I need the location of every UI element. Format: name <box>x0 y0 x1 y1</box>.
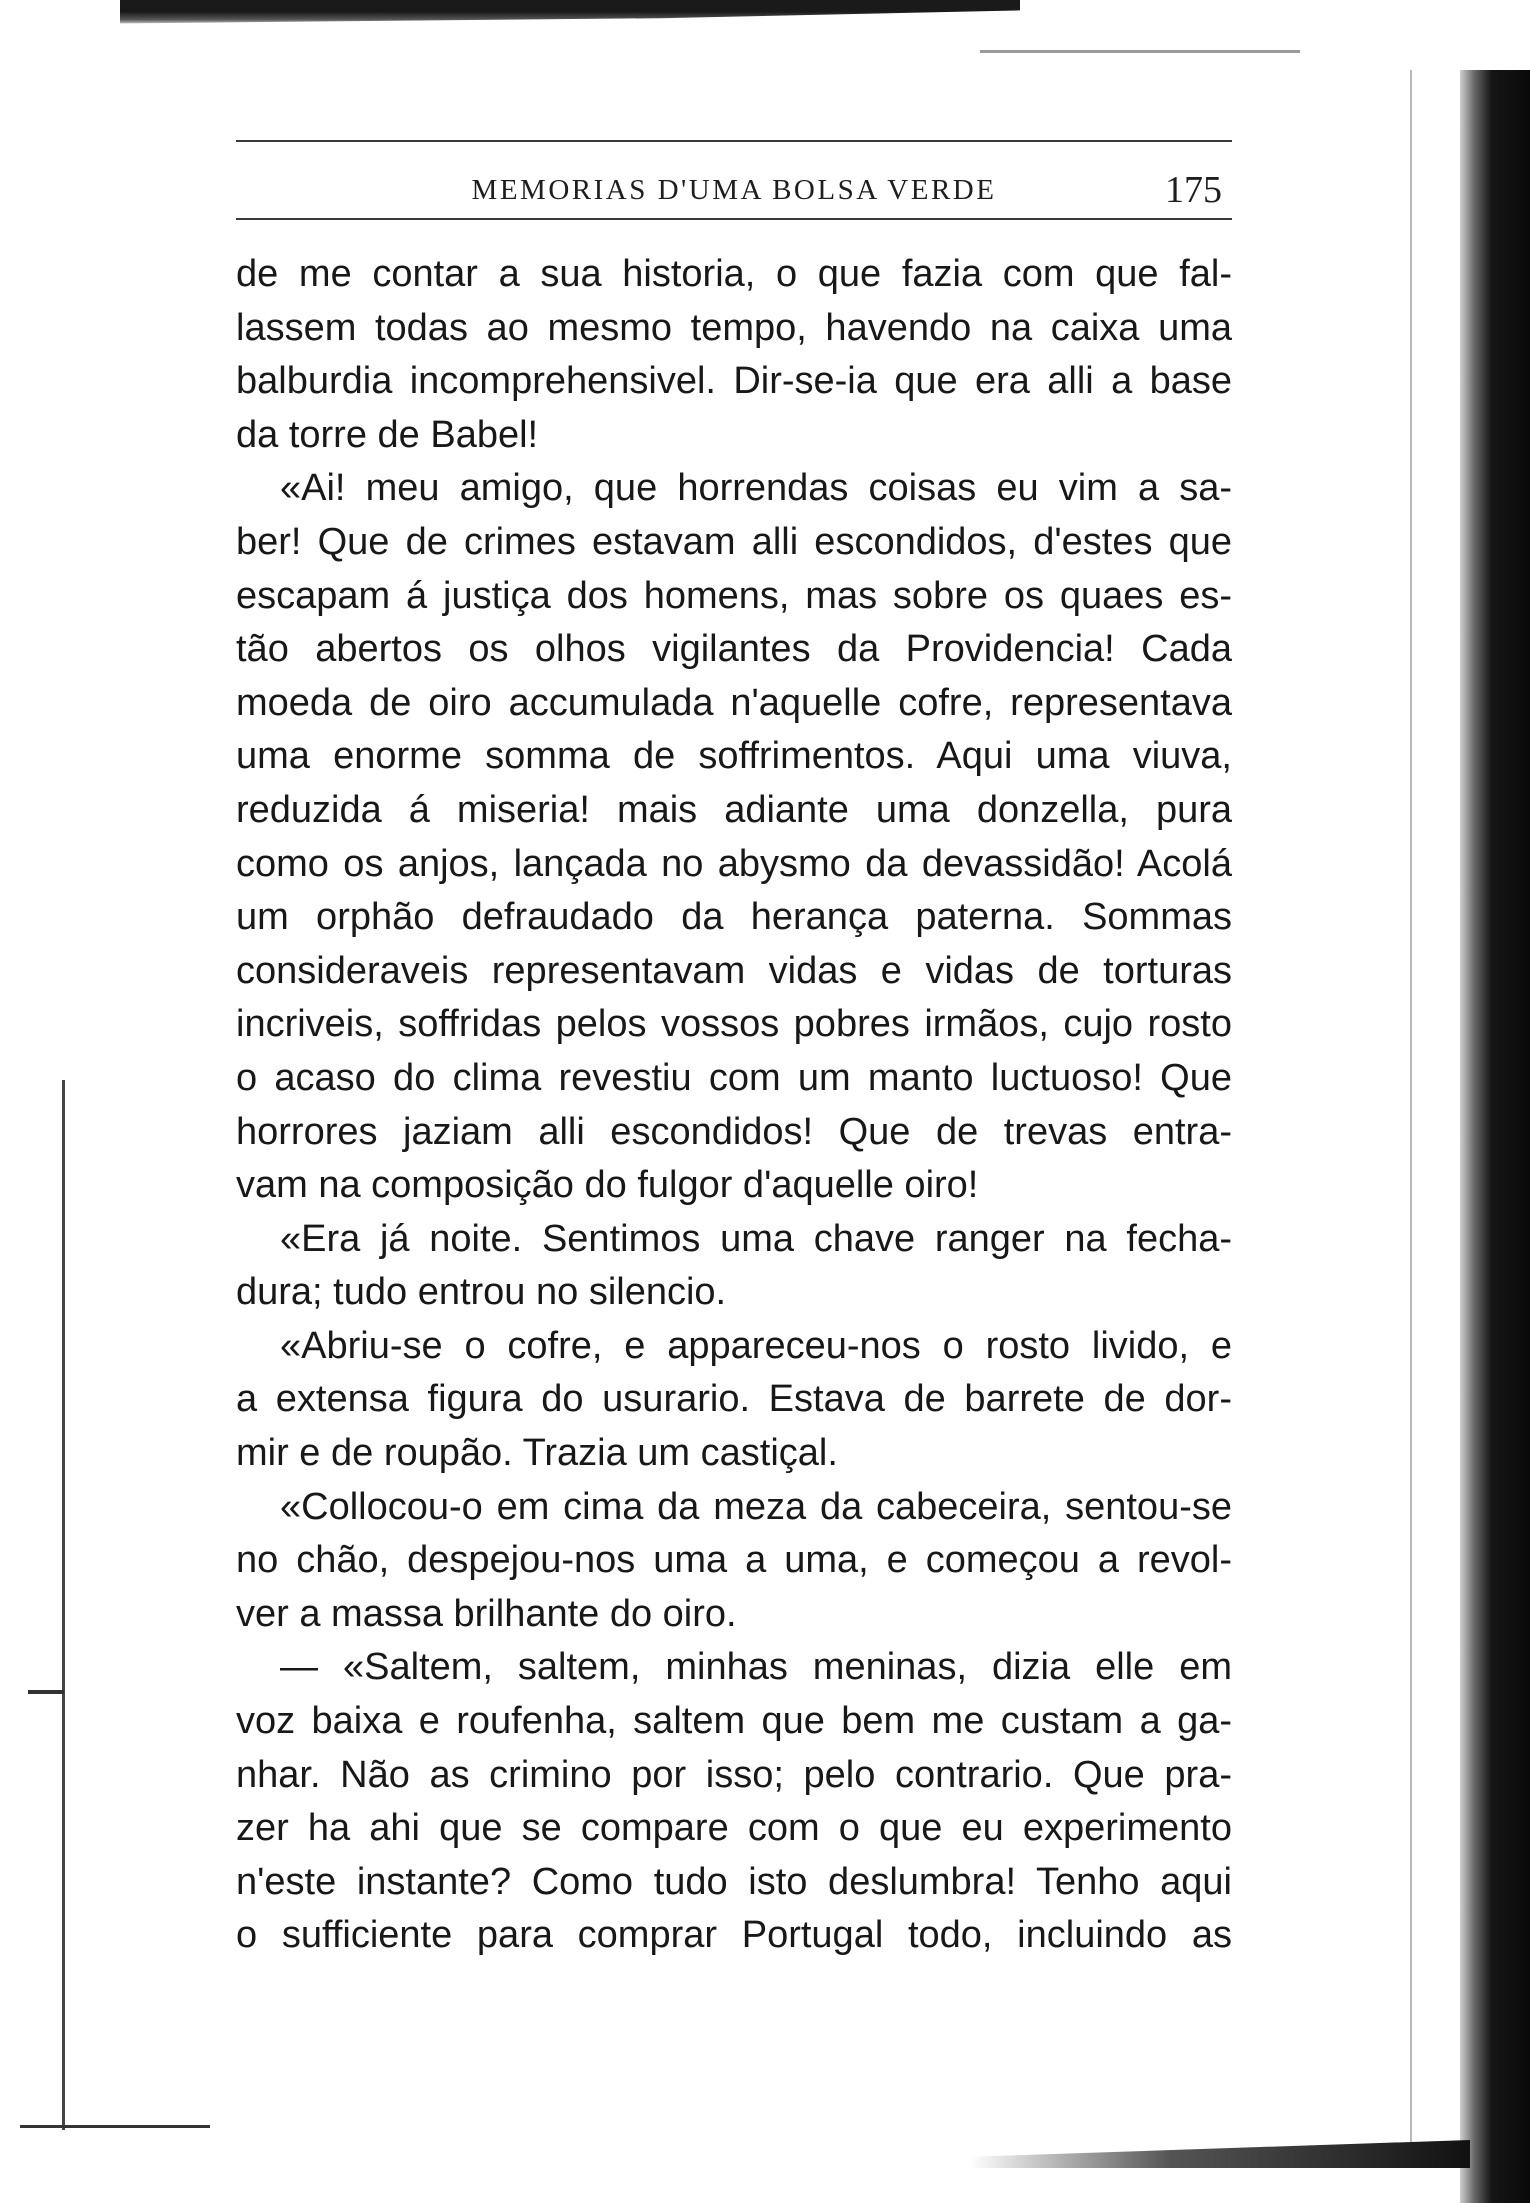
scan-top-edge <box>120 0 1020 26</box>
text-line: o acaso do clima revestiu com um manto luctuoso! Que <box>236 1056 1232 1099</box>
text-line: n'este instante? Como tudo isto deslumbra! Tenho aqui <box>236 1860 1232 1903</box>
scan-right-edge-line <box>1410 70 1412 2150</box>
text-line: ver a massa brilhante do oiro. <box>236 1592 737 1635</box>
scan-left-tick <box>28 1690 64 1694</box>
page-number: 175 <box>1165 169 1222 211</box>
body-text <box>236 248 1232 1963</box>
text-line: «Ai! meu amigo, que horrendas coisas eu vim a sa- <box>280 467 1232 510</box>
header-rule-bottom <box>236 218 1232 220</box>
text-line: no chão, despejou-nos uma a uma, e começou a revol- <box>236 1539 1232 1582</box>
running-head <box>236 144 1232 211</box>
text-line: uma enorme somma de soffrimentos. Aqui uma viuva, <box>236 735 1232 778</box>
text-line: consideraveis representavam vidas e vidas de torturas <box>236 949 1232 992</box>
text-line: voz baixa e roufenha, saltem que bem me custam a ga- <box>236 1700 1232 1743</box>
text-line: da torre de Babel! <box>236 413 539 456</box>
text-line: «Collocou-o em cima da meza da cabeceira, sentou-se <box>280 1485 1232 1528</box>
text-line: como os anjos, lançada no abysmo da devassidão! Acolá <box>236 842 1232 885</box>
text-line: reduzida á miseria! mais adiante uma donzella, pura <box>236 788 1232 831</box>
running-head-title: MEMORIAS D'UMA BOLSA VERDE <box>471 174 997 206</box>
text-line: incriveis, soffridas pelos vossos pobres irmãos, cujo rosto <box>236 1003 1232 1046</box>
text-line: — «Saltem, saltem, minhas meninas, dizia elle em <box>280 1646 1232 1689</box>
text-line: o sufficiente para comprar Portugal todo, incluindo as <box>236 1914 1232 1957</box>
text-line: um orphão defraudado da herança paterna. Sommas <box>236 896 1232 939</box>
scan-right-shadow <box>1460 70 1530 2203</box>
text-line: tão abertos os olhos vigilantes da Providencia! Cada <box>236 628 1232 671</box>
text-line: ber! Que de crimes estavam alli escondidos, d'estes que <box>236 520 1232 563</box>
text-line: escapam á justiça dos homens, mas sobre os quaes es- <box>236 574 1232 617</box>
book-page <box>236 140 1232 1963</box>
text-line: a extensa figura do usurario. Estava de barrete de dor- <box>236 1378 1232 1421</box>
text-line: vam na composição do fulgor d'aquelle oiro! <box>236 1164 979 1207</box>
scan-bottom-left-line <box>20 2125 210 2128</box>
text-line: zer ha ahi que se compare com o que eu experimento <box>236 1807 1232 1850</box>
text-line: lassem todas ao mesmo tempo, havendo na caixa uma <box>236 306 1232 349</box>
scan-bottom-edge <box>970 2140 1470 2168</box>
text-line: moeda de oiro accumulada n'aquelle cofre, representava <box>236 681 1232 724</box>
text-line: dura; tudo entrou no silencio. <box>236 1271 727 1314</box>
scan-top-thin-line <box>980 50 1300 53</box>
text-line: «Era já noite. Sentimos uma chave ranger na fecha- <box>280 1217 1232 1260</box>
text-line: de me contar a sua historia, o que fazia com que fal- <box>236 253 1232 295</box>
text-line: «Abriu-se o cofre, e appareceu-nos o rosto livido, e <box>280 1324 1232 1367</box>
scan-left-edge-line <box>62 1080 65 2130</box>
text-line: balburdia incomprehensivel. Dir-se-ia que era alli a base <box>236 360 1232 403</box>
text-line: nhar. Não as crimino por isso; pelo contrario. Que pra- <box>236 1753 1232 1796</box>
header-rule-top <box>236 140 1232 142</box>
text-line: mir e de roupão. Trazia um castiçal. <box>236 1432 838 1475</box>
text-line: horrores jaziam alli escondidos! Que de trevas entra- <box>236 1110 1232 1153</box>
